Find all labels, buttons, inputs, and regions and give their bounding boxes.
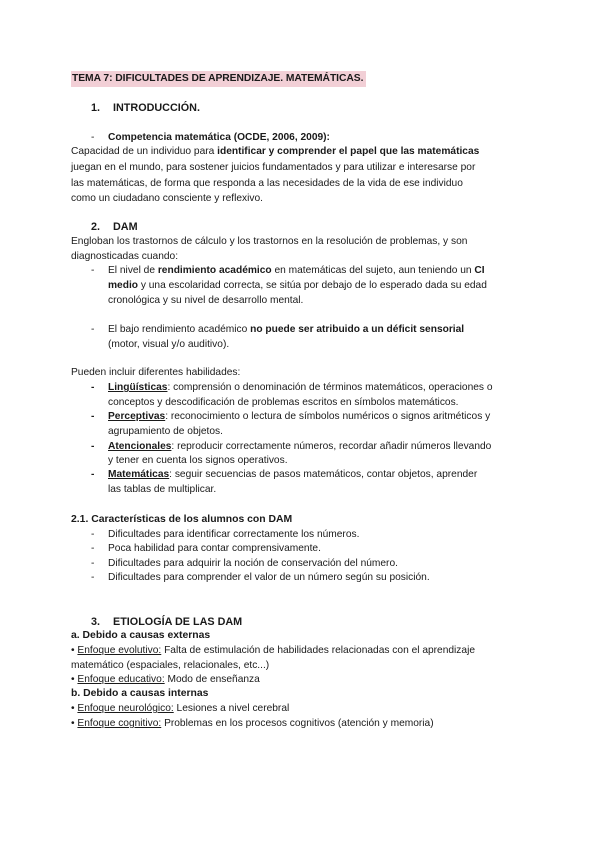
dash-marker: - (91, 469, 95, 480)
dam-criterion-line (108, 279, 487, 293)
dash-marker: - (91, 324, 95, 335)
section-2-heading (91, 220, 138, 234)
skill-line (108, 440, 491, 454)
characteristic-item: Dificultades para identificar correctamente los números. (108, 529, 360, 540)
etiology-item (71, 673, 260, 687)
text-span: y una escolaridad correcta, se sitúa por debajo de lo esperado dada su edad (138, 280, 487, 291)
section-2-number: 2. (91, 221, 101, 233)
skill-line (108, 410, 490, 424)
skill-line (108, 468, 477, 482)
skills-intro: Pueden incluir diferentes habilidades: (71, 367, 241, 378)
text-span-bold: identificar y comprender el papel que las matemáticas (217, 146, 480, 157)
intro-paragraph-line: como un ciudadano consciente y reflexivo. (71, 193, 263, 204)
section-3-number: 3. (91, 616, 101, 628)
bullet: • (71, 703, 75, 714)
text-span-bold: no puede ser atribuido a un déficit sensorial (250, 324, 465, 335)
text-span: : reconocimiento o lectura de símbolos numéricos o signos aritméticos y (165, 411, 491, 422)
dam-criterion-line (108, 323, 464, 337)
text-span: Capacidad de un individuo para (71, 146, 218, 157)
dam-criterion-line: cronológica y su nivel de desarrollo mental. (108, 295, 304, 306)
dam-criterion-line (108, 264, 485, 278)
bullet: • (71, 718, 75, 729)
text-span: : seguir secuencias de pasos matemáticos, contar objetos, aprender (169, 469, 478, 480)
dam-intro-line: Engloban los trastornos de cálculo y los trastornos en la resolución de problemas, y son (71, 236, 468, 247)
approach-label: Enfoque evolutivo: (77, 645, 162, 656)
approach-label: Enfoque educativo: (77, 674, 165, 685)
dash-marker: - (91, 543, 95, 554)
skill-line: agrupamiento de objetos. (108, 426, 223, 437)
skill-line: las tablas de multiplicar. (108, 484, 217, 495)
dam-criterion-line: (motor, visual y/o auditivo). (108, 339, 230, 350)
text-span-bold: medio (108, 280, 139, 291)
dash-marker: - (91, 572, 95, 583)
dash-marker: - (91, 411, 95, 422)
section-3-title: ETIOLOGÍA DE LAS DAM (113, 616, 243, 628)
characteristic-item: Dificultades para adquirir la noción de conservación del número. (108, 558, 398, 569)
approach-label: Enfoque cognitivo: (77, 718, 162, 729)
dash-marker: - (91, 558, 95, 569)
section-1-number: 1. (91, 102, 101, 114)
text-span: El bajo rendimiento académico (108, 324, 251, 335)
text-span-bold: rendimiento académico (157, 265, 272, 276)
skill-line: conceptos y descodificación de problemas escritos en símbolos matemáticos. (108, 397, 459, 408)
text-span: Lesiones a nivel cerebral (173, 703, 290, 714)
section-1-title: INTRODUCCIÓN. (113, 102, 200, 114)
section-2-title: DAM (113, 221, 138, 233)
section-3-heading (91, 615, 242, 629)
text-span-bold: CI (474, 265, 485, 276)
text-span: : reproducir correctamente números, recordar añadir números llevando (171, 441, 492, 452)
competence-label: Competencia matemática (OCDE, 2006, 2009): (108, 132, 330, 143)
internal-causes-heading: b. Debido a causas internas (71, 688, 209, 699)
etiology-item (71, 644, 475, 658)
approach-label: Enfoque neurológico: (77, 703, 174, 714)
section-1-heading (91, 101, 200, 115)
text-span: en matemáticas del sujeto, aun teniendo un (271, 265, 475, 276)
text-span: Problemas en los procesos cognitivos (atención y memoria) (161, 718, 434, 729)
text-span: : comprensión o denominación de términos matemáticos, operaciones o (167, 382, 493, 393)
text-span: El nivel de (108, 265, 158, 276)
bullet: • (71, 645, 75, 656)
dash-marker: - (91, 265, 95, 276)
intro-paragraph-line (71, 145, 479, 159)
dam-intro-line: diagnosticadas cuando: (71, 251, 179, 262)
intro-paragraph-line: juegan en el mundo, para sostener juicios fundamentados y para utilizar e interesarse por (71, 162, 476, 173)
dash-marker: - (91, 132, 95, 143)
skill-label: Perceptivas (108, 411, 166, 422)
skill-line (108, 381, 493, 395)
characteristic-item: Poca habilidad para contar comprensivamente. (108, 543, 321, 554)
text-span: Falta de estimulación de habilidades relacionadas con el aprendizaje (161, 645, 475, 656)
external-causes-heading: a. Debido a causas externas (71, 630, 211, 641)
skill-label: Atencionales (108, 441, 172, 452)
etiology-item (71, 717, 434, 731)
etiology-item-cont: matemático (espaciales, relacionales, etc...) (71, 660, 270, 671)
document-title: TEMA 7: DIFICULTADES DE APRENDIZAJE. MATEMÁTICAS. (71, 71, 366, 87)
skill-line: y tener en cuenta los signos operativos. (108, 455, 288, 466)
subsection-2-1-heading: 2.1. Características de los alumnos con DAM (71, 514, 293, 525)
skill-label: Lingüísticas (108, 382, 168, 393)
bullet: • (71, 674, 75, 685)
dash-marker: - (91, 529, 95, 540)
etiology-item (71, 702, 289, 716)
characteristic-item: Dificultades para comprender el valor de un número según su posición. (108, 572, 430, 583)
skill-label: Matemáticas (108, 469, 170, 480)
intro-paragraph-line: las matemáticas, de forma que responda a las necesidades de la vida de ese individuo (71, 178, 463, 189)
text-span: Modo de enseñanza (164, 674, 260, 685)
dash-marker: - (91, 382, 95, 393)
dash-marker: - (91, 441, 95, 452)
